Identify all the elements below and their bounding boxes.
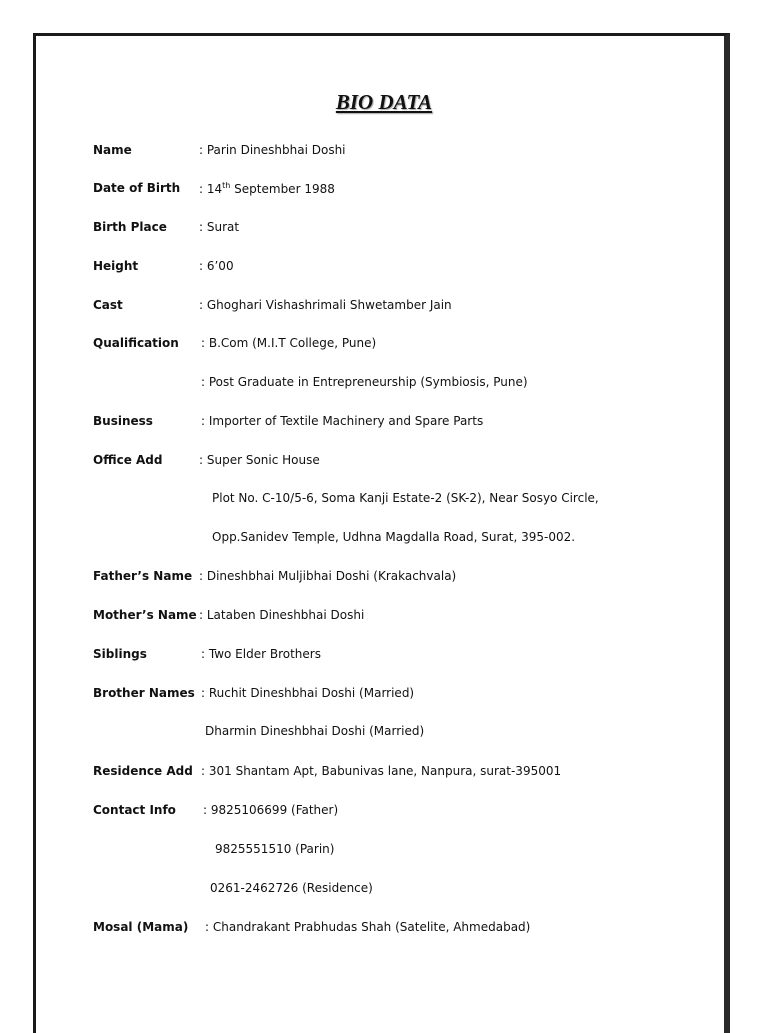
field-value: : Ruchit Dineshbhai Doshi (Married) (201, 686, 415, 700)
field-office-add-line-3 (0, 530, 768, 552)
field-label: Business (93, 414, 153, 428)
field-height (0, 259, 768, 281)
field-label: Office Add (93, 453, 163, 467)
field-fathers-name (0, 569, 768, 591)
field-label: Height (93, 259, 139, 273)
field-value: : Lataben Dineshbhai Doshi (199, 608, 365, 622)
field-label: Mother’s Name (93, 608, 197, 622)
field-name (0, 143, 768, 165)
field-residence-add (0, 764, 768, 786)
field-value: Plot No. C-10/5-6, Soma Kanji Estate-2 (SK-2), Near Sosyo Circle, (212, 491, 599, 505)
field-brother-names-continued (0, 724, 768, 746)
field-mosal (0, 920, 768, 942)
field-label: Mosal (Mama) (93, 920, 189, 934)
field-qualification-continued (0, 375, 768, 397)
field-label: Qualification (93, 336, 179, 350)
field-siblings (0, 647, 768, 669)
field-qualification (0, 336, 768, 358)
field-contact-info-line-3 (0, 881, 768, 903)
field-birth-place (0, 220, 768, 242)
field-value: : Post Graduate in Entrepreneurship (Symbiosis, Pune) (201, 375, 528, 389)
field-office-add-line-2 (0, 491, 768, 513)
field-label: Date of Birth (93, 181, 181, 195)
field-value: : Chandrakant Prabhudas Shah (Satelite, Ahmedabad) (205, 920, 531, 934)
field-value: : Parin Dineshbhai Doshi (199, 143, 346, 157)
field-value: : Importer of Textile Machinery and Spare Parts (201, 414, 484, 428)
field-label: Cast (93, 298, 123, 312)
field-label: Residence Add (93, 764, 193, 778)
field-value (199, 181, 335, 196)
field-office-add (0, 453, 768, 475)
field-value: : Dineshbhai Muljibhai Doshi (Krakachvala) (199, 569, 457, 583)
field-label: Name (93, 143, 132, 157)
field-value: : 301 Shantam Apt, Babunivas lane, Nanpura, surat-395001 (201, 764, 562, 778)
field-brother-names (0, 686, 768, 708)
field-value: Dharmin Dineshbhai Doshi (Married) (205, 724, 425, 738)
field-mothers-name (0, 608, 768, 630)
field-value: : 9825106699 (Father) (203, 803, 339, 817)
field-value: : Ghoghari Vishashrimali Shwetamber Jain (199, 298, 452, 312)
field-business (0, 414, 768, 436)
field-value: : 6’00 (199, 259, 234, 273)
document-title: BIO DATA (335, 90, 433, 114)
field-contact-info-line-2 (0, 842, 768, 864)
field-label: Brother Names (93, 686, 195, 700)
field-label: Siblings (93, 647, 147, 661)
dob-day: : 14 (199, 182, 223, 196)
field-label: Father’s Name (93, 569, 193, 583)
dob-month-year: September 1988 (230, 182, 335, 196)
field-value: 9825551510 (Parin) (215, 842, 335, 856)
field-value: : B.Com (M.I.T College, Pune) (201, 336, 377, 350)
dob-ordinal-suffix: th (222, 181, 231, 190)
field-value: 0261-2462726 (Residence) (210, 881, 373, 895)
field-value: : Two Elder Brothers (201, 647, 321, 661)
field-value: : Super Sonic House (199, 453, 320, 467)
field-value: Opp.Sanidev Temple, Udhna Magdalla Road, Surat, 395-002. (212, 530, 576, 544)
field-cast (0, 298, 768, 320)
field-label: Contact Info (93, 803, 176, 817)
field-contact-info (0, 803, 768, 825)
field-value: : Surat (199, 220, 240, 234)
field-date-of-birth (0, 181, 768, 203)
field-label: Birth Place (93, 220, 167, 234)
